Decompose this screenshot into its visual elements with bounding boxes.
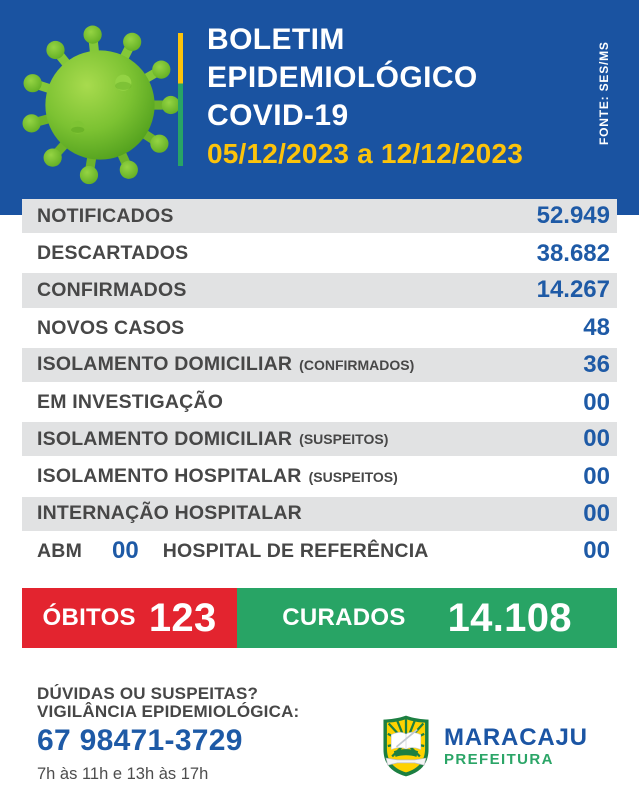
- table-row: [22, 496, 617, 533]
- row-value: 00: [583, 388, 610, 416]
- table-row: [22, 198, 617, 235]
- row-label: NOTIFICADOS: [37, 204, 174, 227]
- bulletin-title: [207, 21, 523, 173]
- row-label: NOVOS CASOS: [37, 316, 185, 339]
- row-sublabel: (CONFIRMADOS): [299, 356, 415, 373]
- row-value: 00: [583, 499, 610, 527]
- table-row: [22, 384, 617, 421]
- row-value: 14.267: [536, 276, 610, 304]
- prefecture-brand: [380, 713, 588, 779]
- contact-block: [37, 685, 299, 783]
- deaths-panel: [22, 588, 237, 648]
- row-sublabel: (SUSPEITOS): [299, 431, 389, 448]
- table-row-abm: [22, 533, 617, 570]
- row-value: 36: [583, 350, 610, 378]
- recovered-value: 14.108: [447, 595, 572, 640]
- header-banner: [0, 0, 639, 215]
- row-label-secondary: HOSPITAL DE REFERÊNCIA: [162, 539, 429, 562]
- header-divider-bar: [178, 33, 183, 166]
- row-value: 00: [583, 462, 610, 490]
- contact-hours: 7h às 11h e 13h às 17h: [37, 765, 209, 783]
- brand-text: [444, 725, 588, 768]
- title-line-2: EPIDEMIOLÓGICO: [207, 61, 478, 94]
- row-sublabel: (SUSPEITOS): [308, 468, 398, 485]
- outcomes-bar: [22, 588, 617, 648]
- deaths-value: 123: [148, 595, 217, 640]
- row-value: 00: [583, 425, 610, 453]
- row-label: INTERNAÇÃO HOSPITALAR: [37, 502, 302, 525]
- row-label: EM INVESTIGAÇÃO: [37, 391, 224, 414]
- row-value: 00: [583, 537, 610, 565]
- recovered-panel: [237, 588, 617, 648]
- table-row: [22, 347, 617, 384]
- table-row: [22, 310, 617, 347]
- table-row: [22, 272, 617, 309]
- data-source-label: FONTE: SES/MS: [597, 41, 611, 145]
- row-label: DESCARTADOS: [37, 242, 189, 265]
- row-value: 48: [583, 314, 610, 342]
- report-period: 05/12/2023 a 12/12/2023: [207, 138, 524, 169]
- title-line-1: BOLETIM: [207, 23, 345, 56]
- brand-name: MARACAJU: [444, 723, 588, 751]
- statistics-table: [22, 198, 617, 570]
- row-label: ABM: [37, 539, 83, 562]
- deaths-label: ÓBITOS: [42, 604, 136, 631]
- maracaju-crest-icon: [380, 713, 432, 779]
- brand-subtitle: PREFEITURA: [444, 750, 554, 768]
- row-label: ISOLAMENTO DOMICILIAR: [37, 353, 293, 376]
- row-label: ISOLAMENTO HOSPITALAR: [37, 465, 302, 488]
- table-row: [22, 235, 617, 272]
- row-label: ISOLAMENTO DOMICILIAR: [37, 427, 293, 450]
- title-line-3: COVID-19: [207, 99, 349, 132]
- row-label: CONFIRMADOS: [37, 278, 187, 301]
- row-value: 52.949: [536, 202, 610, 230]
- contact-phone: 67 98471-3729: [37, 724, 243, 757]
- coronavirus-icon: [14, 16, 186, 190]
- contact-question: DÚVIDAS OU SUSPEITAS?: [37, 684, 259, 703]
- table-row: [22, 421, 617, 458]
- table-row: [22, 458, 617, 495]
- recovered-label: CURADOS: [282, 604, 406, 631]
- contact-department: VIGILÂNCIA EPIDEMIOLÓGICA:: [37, 702, 300, 721]
- abm-inline-value: 00: [112, 537, 139, 565]
- row-value: 38.682: [536, 239, 610, 267]
